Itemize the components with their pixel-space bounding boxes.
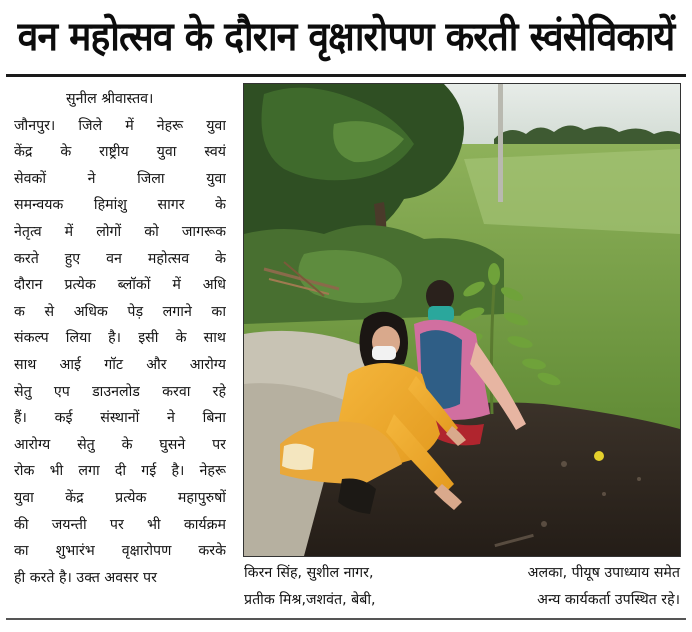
article-line: करते हुए वन महोत्सव के <box>14 250 226 267</box>
caption-row <box>244 560 680 587</box>
photo-caption <box>244 560 680 614</box>
article-line: जौनपुर। जिले में नेहरू युवा <box>14 117 226 134</box>
caption-row <box>244 587 680 614</box>
article-line: आरोग्य सेतु के घुसने पर <box>14 436 226 453</box>
article-line: की जयन्ती पर भी कार्यक्रम <box>14 516 226 533</box>
article-line: नेतृत्व में लोगों को जागरूक <box>14 223 226 240</box>
article-line: हैं। कई संस्थानों ने बिना <box>14 410 226 427</box>
article-line: का शुभारंभ वृक्षारोपण करके <box>14 543 226 560</box>
article-line: संकल्प लिया है। इसी के साथ <box>14 330 226 347</box>
caption-names-4: अन्य कार्यकर्ता उपस्थित रहे। <box>537 592 680 608</box>
article-line: सेतु एप डाउनलोड करवा रहे <box>14 383 226 400</box>
article-line: ही करते है। उक्त अवसर पर <box>14 569 157 586</box>
footer-rule <box>6 618 686 620</box>
article-body <box>14 86 226 591</box>
article-line: क से अधिक पेड़ लगाने का <box>14 303 226 320</box>
article-line: केंद्र के राष्ट्रीय युवा स्वयं <box>14 144 226 161</box>
article-line: युवा केंद्र प्रत्येक महापुरुषों <box>14 489 226 506</box>
tree-plantation-photo <box>243 83 681 557</box>
headline: वन महोत्सव के दौरान वृक्षारोपण करती स्वंसेविकायें <box>17 14 675 60</box>
byline: सुनील श्रीवास्तव। <box>66 91 154 107</box>
article-line: साथ आई गॉट और आरोग्य <box>14 356 226 373</box>
caption-names-1: किरन सिंह, सुशील नागर, <box>244 565 374 581</box>
article-line: रोक भी लगा दी गई है। नेहरू <box>14 463 226 480</box>
headline-rule <box>6 74 686 77</box>
caption-names-3: प्रतीक मिश्र,जशवंत, बेबी, <box>244 592 376 608</box>
article-line: दौरान प्रत्येक ब्लॉकों में अधि <box>14 277 226 294</box>
article-line: समन्वयक हिमांशु सागर के <box>14 197 226 214</box>
article-line: सेवकों ने जिला युवा <box>14 170 226 187</box>
caption-names-2: अलका, पीयूष उपाध्याय समेत <box>527 565 680 581</box>
